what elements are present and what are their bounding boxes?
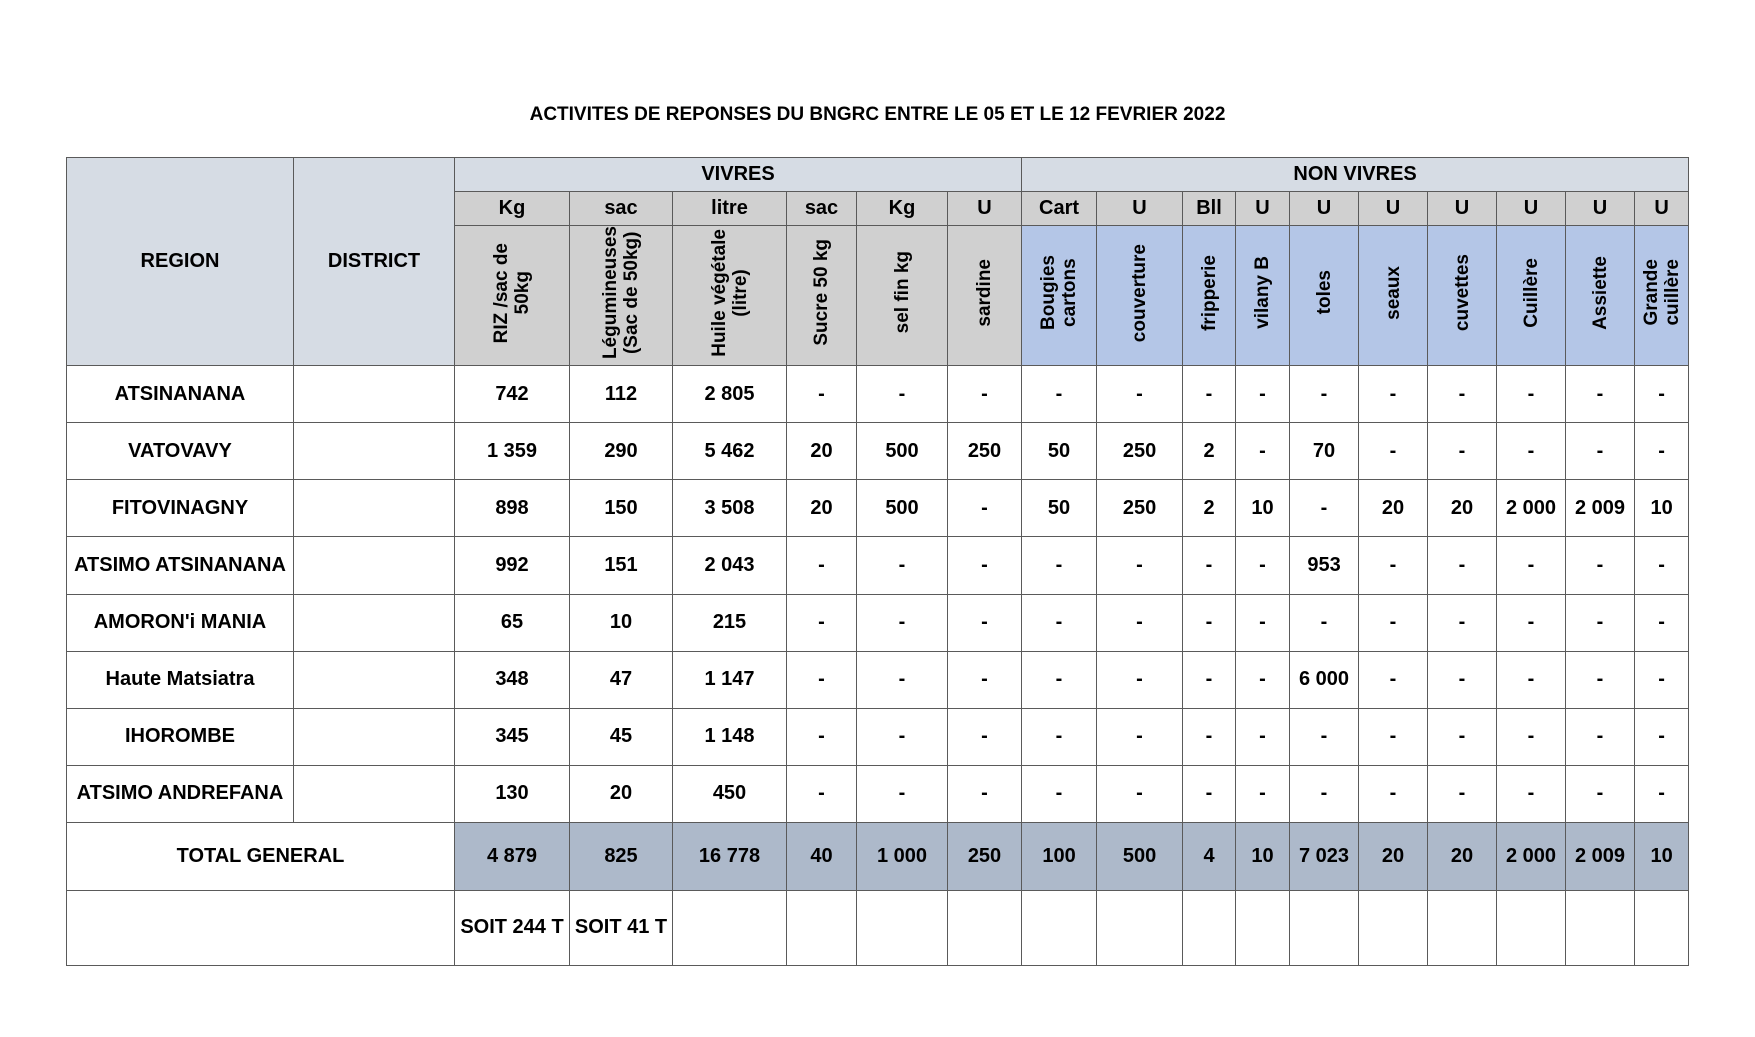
total-value-cell: 16 778 bbox=[673, 822, 787, 890]
table-row bbox=[67, 366, 1689, 423]
value-cell: - bbox=[1183, 651, 1236, 708]
soit-row bbox=[67, 890, 1689, 965]
value-cell: - bbox=[1497, 366, 1566, 423]
unit-cell: Cart bbox=[1022, 192, 1097, 226]
item-header-cell bbox=[1566, 226, 1635, 366]
value-cell: - bbox=[1359, 594, 1428, 651]
total-value-cell: 20 bbox=[1359, 822, 1428, 890]
value-cell: 50 bbox=[1022, 423, 1097, 480]
value-cell: 50 bbox=[1022, 480, 1097, 537]
table-row bbox=[67, 537, 1689, 594]
value-cell: 10 bbox=[1635, 480, 1689, 537]
value-cell: - bbox=[1635, 594, 1689, 651]
empty-cell bbox=[1290, 890, 1359, 965]
value-cell: - bbox=[1290, 708, 1359, 765]
value-cell: - bbox=[948, 651, 1022, 708]
item-header-cell bbox=[1497, 226, 1566, 366]
district-cell bbox=[294, 765, 455, 822]
value-cell: 500 bbox=[857, 423, 948, 480]
value-cell: - bbox=[1428, 708, 1497, 765]
value-cell: 112 bbox=[570, 366, 673, 423]
value-cell: - bbox=[1635, 537, 1689, 594]
value-cell: - bbox=[1022, 366, 1097, 423]
value-cell: 250 bbox=[1097, 480, 1183, 537]
total-value-cell: 4 879 bbox=[455, 822, 570, 890]
empty-cell bbox=[1428, 890, 1497, 965]
item-header-label: sel fin kg bbox=[891, 251, 913, 334]
table-row bbox=[67, 423, 1689, 480]
unit-cell: U bbox=[1359, 192, 1428, 226]
value-cell: - bbox=[857, 366, 948, 423]
value-cell: - bbox=[1359, 708, 1428, 765]
region-cell: ATSIMO ANDREFANA bbox=[67, 765, 294, 822]
value-cell: - bbox=[948, 480, 1022, 537]
value-cell: - bbox=[1566, 594, 1635, 651]
value-cell: 898 bbox=[455, 480, 570, 537]
value-cell: - bbox=[1566, 423, 1635, 480]
table-row bbox=[67, 594, 1689, 651]
value-cell: - bbox=[787, 765, 857, 822]
value-cell: 2 000 bbox=[1497, 480, 1566, 537]
value-cell: - bbox=[1497, 594, 1566, 651]
empty-cell bbox=[1236, 890, 1290, 965]
value-cell: - bbox=[1428, 765, 1497, 822]
value-cell: - bbox=[1359, 423, 1428, 480]
header-group-row bbox=[67, 158, 1689, 192]
item-header-label: RIZ /sac de 50kg bbox=[491, 242, 533, 343]
value-cell: - bbox=[1428, 423, 1497, 480]
empty-cell bbox=[1359, 890, 1428, 965]
region-cell: Haute Matsiatra bbox=[67, 651, 294, 708]
value-cell: - bbox=[1290, 594, 1359, 651]
total-value-cell: 40 bbox=[787, 822, 857, 890]
table-row bbox=[67, 651, 1689, 708]
total-value-cell: 2 000 bbox=[1497, 822, 1566, 890]
value-cell: - bbox=[1097, 708, 1183, 765]
value-cell: - bbox=[1497, 651, 1566, 708]
district-cell bbox=[294, 594, 455, 651]
item-header-label: Sucre 50 kg bbox=[811, 239, 832, 346]
district-header: DISTRICT bbox=[294, 158, 455, 366]
value-cell: - bbox=[1497, 708, 1566, 765]
value-cell: - bbox=[948, 594, 1022, 651]
value-cell: - bbox=[787, 366, 857, 423]
value-cell: - bbox=[1183, 537, 1236, 594]
item-header-cell bbox=[1022, 226, 1097, 366]
table-row bbox=[67, 708, 1689, 765]
item-header-cell bbox=[787, 226, 857, 366]
value-cell: - bbox=[857, 594, 948, 651]
value-cell: - bbox=[1635, 765, 1689, 822]
value-cell: - bbox=[1359, 537, 1428, 594]
value-cell: - bbox=[948, 537, 1022, 594]
value-cell: 2 bbox=[1183, 480, 1236, 537]
empty-cell bbox=[857, 890, 948, 965]
value-cell: - bbox=[1236, 366, 1290, 423]
value-cell: - bbox=[1097, 765, 1183, 822]
item-header-cell bbox=[1290, 226, 1359, 366]
response-table bbox=[66, 157, 1689, 966]
soit-blank-cell bbox=[67, 890, 455, 965]
value-cell: - bbox=[787, 651, 857, 708]
value-cell: 70 bbox=[1290, 423, 1359, 480]
district-cell bbox=[294, 480, 455, 537]
value-cell: - bbox=[1497, 765, 1566, 822]
value-cell: 500 bbox=[857, 480, 948, 537]
unit-cell: U bbox=[1566, 192, 1635, 226]
total-value-cell: 2 009 bbox=[1566, 822, 1635, 890]
value-cell: 992 bbox=[455, 537, 570, 594]
value-cell: 20 bbox=[1359, 480, 1428, 537]
empty-cell bbox=[787, 890, 857, 965]
value-cell: - bbox=[1359, 651, 1428, 708]
region-cell: VATOVAVY bbox=[67, 423, 294, 480]
unit-cell: U bbox=[1497, 192, 1566, 226]
value-cell: 1 147 bbox=[673, 651, 787, 708]
district-cell bbox=[294, 423, 455, 480]
value-cell: - bbox=[1097, 651, 1183, 708]
item-header-cell bbox=[1428, 226, 1497, 366]
non-vivres-header: NON VIVRES bbox=[1022, 158, 1689, 192]
unit-cell: sac bbox=[570, 192, 673, 226]
value-cell: 130 bbox=[455, 765, 570, 822]
value-cell: - bbox=[1566, 651, 1635, 708]
document-title: ACTIVITES DE REPONSES DU BNGRC ENTRE LE 05 ET LE 12 FEVRIER 2022 bbox=[529, 104, 1226, 125]
value-cell: 2 bbox=[1183, 423, 1236, 480]
value-cell: - bbox=[1236, 708, 1290, 765]
value-cell: - bbox=[948, 765, 1022, 822]
unit-cell: Kg bbox=[857, 192, 948, 226]
value-cell: - bbox=[1236, 765, 1290, 822]
soit-cell: SOIT 244 T bbox=[455, 890, 570, 965]
total-value-cell: 1 000 bbox=[857, 822, 948, 890]
total-value-cell: 4 bbox=[1183, 822, 1236, 890]
value-cell: 1 359 bbox=[455, 423, 570, 480]
district-cell bbox=[294, 537, 455, 594]
value-cell: - bbox=[787, 708, 857, 765]
value-cell: 250 bbox=[948, 423, 1022, 480]
item-header-label: seaux bbox=[1382, 265, 1404, 320]
value-cell: - bbox=[1022, 708, 1097, 765]
region-cell: AMORON'i MANIA bbox=[67, 594, 294, 651]
value-cell: 65 bbox=[455, 594, 570, 651]
value-cell: 10 bbox=[1236, 480, 1290, 537]
value-cell: 20 bbox=[570, 765, 673, 822]
total-value-cell: 500 bbox=[1097, 822, 1183, 890]
table-row bbox=[67, 480, 1689, 537]
value-cell: - bbox=[1566, 765, 1635, 822]
unit-cell: U bbox=[1236, 192, 1290, 226]
item-header-label: Assiette bbox=[1589, 255, 1611, 330]
value-cell: - bbox=[1566, 366, 1635, 423]
value-cell: 2 805 bbox=[673, 366, 787, 423]
vivres-header: VIVRES bbox=[455, 158, 1022, 192]
item-header-label: Huile végétale (litre) bbox=[708, 228, 751, 357]
value-cell: - bbox=[1497, 537, 1566, 594]
value-cell: - bbox=[857, 537, 948, 594]
value-cell: 20 bbox=[787, 480, 857, 537]
value-cell: - bbox=[857, 765, 948, 822]
value-cell: 3 508 bbox=[673, 480, 787, 537]
value-cell: - bbox=[1290, 480, 1359, 537]
item-header-cell bbox=[570, 226, 673, 366]
value-cell: - bbox=[1428, 651, 1497, 708]
unit-cell: litre bbox=[673, 192, 787, 226]
item-header-cell bbox=[857, 226, 948, 366]
region-cell: ATSINANANA bbox=[67, 366, 294, 423]
value-cell: 450 bbox=[673, 765, 787, 822]
value-cell: - bbox=[1022, 537, 1097, 594]
value-cell: - bbox=[1183, 366, 1236, 423]
item-header-cell bbox=[1097, 226, 1183, 366]
region-cell: IHOROMBE bbox=[67, 708, 294, 765]
total-value-cell: 100 bbox=[1022, 822, 1097, 890]
value-cell: - bbox=[1428, 366, 1497, 423]
item-header-cell bbox=[673, 226, 787, 366]
empty-cell bbox=[1097, 890, 1183, 965]
item-header-label: Légumineuses (Sac de 50kg) bbox=[600, 226, 642, 360]
value-cell: 5 462 bbox=[673, 423, 787, 480]
value-cell: - bbox=[1022, 651, 1097, 708]
item-header-label: cuvettes bbox=[1451, 254, 1473, 332]
item-header-label: Cuillère bbox=[1520, 257, 1542, 328]
value-cell: 2 043 bbox=[673, 537, 787, 594]
unit-cell: U bbox=[1635, 192, 1689, 226]
value-cell: - bbox=[948, 708, 1022, 765]
total-value-cell: 7 023 bbox=[1290, 822, 1359, 890]
value-cell: - bbox=[857, 651, 948, 708]
empty-cell bbox=[948, 890, 1022, 965]
value-cell: - bbox=[1497, 423, 1566, 480]
district-cell bbox=[294, 708, 455, 765]
empty-cell bbox=[1183, 890, 1236, 965]
value-cell: - bbox=[1359, 366, 1428, 423]
total-value-cell: 10 bbox=[1635, 822, 1689, 890]
value-cell: - bbox=[1236, 423, 1290, 480]
value-cell: - bbox=[1183, 765, 1236, 822]
value-cell: 151 bbox=[570, 537, 673, 594]
value-cell: - bbox=[1635, 366, 1689, 423]
item-header-label: toles bbox=[1313, 270, 1335, 315]
value-cell: 150 bbox=[570, 480, 673, 537]
soit-cell: SOIT 41 T bbox=[570, 890, 673, 965]
region-cell: ATSIMO ATSINANANA bbox=[67, 537, 294, 594]
empty-cell bbox=[1566, 890, 1635, 965]
value-cell: - bbox=[1290, 765, 1359, 822]
value-cell: - bbox=[1097, 366, 1183, 423]
value-cell: 348 bbox=[455, 651, 570, 708]
unit-cell: U bbox=[1428, 192, 1497, 226]
value-cell: - bbox=[1022, 765, 1097, 822]
value-cell: 20 bbox=[787, 423, 857, 480]
value-cell: - bbox=[948, 366, 1022, 423]
empty-cell bbox=[1497, 890, 1566, 965]
item-header-cell bbox=[455, 226, 570, 366]
region-cell: FITOVINAGNY bbox=[67, 480, 294, 537]
total-row bbox=[67, 822, 1689, 890]
unit-cell: U bbox=[1290, 192, 1359, 226]
district-cell bbox=[294, 651, 455, 708]
total-value-cell: 825 bbox=[570, 822, 673, 890]
value-cell: 45 bbox=[570, 708, 673, 765]
value-cell: - bbox=[1635, 423, 1689, 480]
item-header-label: Grande cuillère bbox=[1640, 259, 1683, 326]
value-cell: - bbox=[1183, 708, 1236, 765]
value-cell: - bbox=[787, 537, 857, 594]
total-value-cell: 20 bbox=[1428, 822, 1497, 890]
item-header-cell bbox=[1359, 226, 1428, 366]
value-cell: - bbox=[1566, 708, 1635, 765]
item-header-label: vilany B bbox=[1252, 256, 1274, 330]
value-cell: - bbox=[1635, 651, 1689, 708]
value-cell: 345 bbox=[455, 708, 570, 765]
unit-cell: U bbox=[1097, 192, 1183, 226]
item-header-label: sardine bbox=[974, 258, 995, 327]
empty-cell bbox=[1022, 890, 1097, 965]
value-cell: 20 bbox=[1428, 480, 1497, 537]
value-cell: - bbox=[1428, 537, 1497, 594]
value-cell: - bbox=[1183, 594, 1236, 651]
value-cell: - bbox=[857, 708, 948, 765]
value-cell: 10 bbox=[570, 594, 673, 651]
value-cell: - bbox=[1236, 537, 1290, 594]
value-cell: - bbox=[1290, 366, 1359, 423]
value-cell: 47 bbox=[570, 651, 673, 708]
total-value-cell: 10 bbox=[1236, 822, 1290, 890]
empty-cell bbox=[1635, 890, 1689, 965]
value-cell: - bbox=[1236, 594, 1290, 651]
unit-cell: Kg bbox=[455, 192, 570, 226]
value-cell: - bbox=[1097, 594, 1183, 651]
value-cell: 290 bbox=[570, 423, 673, 480]
value-cell: - bbox=[1236, 651, 1290, 708]
value-cell: - bbox=[1428, 594, 1497, 651]
value-cell: - bbox=[1022, 594, 1097, 651]
value-cell: - bbox=[1097, 537, 1183, 594]
value-cell: 1 148 bbox=[673, 708, 787, 765]
item-header-label: fripperie bbox=[1198, 254, 1220, 331]
value-cell: 2 009 bbox=[1566, 480, 1635, 537]
value-cell: 953 bbox=[1290, 537, 1359, 594]
table-row bbox=[67, 765, 1689, 822]
value-cell: - bbox=[1635, 708, 1689, 765]
unit-cell: sac bbox=[787, 192, 857, 226]
item-header-label: couverture bbox=[1129, 243, 1151, 342]
district-cell bbox=[294, 366, 455, 423]
item-header-label: Bougies cartons bbox=[1038, 255, 1081, 331]
value-cell: 742 bbox=[455, 366, 570, 423]
region-header: REGION bbox=[67, 158, 294, 366]
item-header-cell bbox=[1635, 226, 1689, 366]
value-cell: - bbox=[1359, 765, 1428, 822]
item-header-cell bbox=[948, 226, 1022, 366]
total-label: TOTAL GENERAL bbox=[67, 822, 455, 890]
value-cell: 6 000 bbox=[1290, 651, 1359, 708]
unit-cell: U bbox=[948, 192, 1022, 226]
item-header-cell bbox=[1183, 226, 1236, 366]
value-cell: 250 bbox=[1097, 423, 1183, 480]
value-cell: 215 bbox=[673, 594, 787, 651]
item-header-cell bbox=[1236, 226, 1290, 366]
empty-cell bbox=[673, 890, 787, 965]
unit-cell: Bll bbox=[1183, 192, 1236, 226]
value-cell: - bbox=[1566, 537, 1635, 594]
value-cell: - bbox=[787, 594, 857, 651]
total-value-cell: 250 bbox=[948, 822, 1022, 890]
